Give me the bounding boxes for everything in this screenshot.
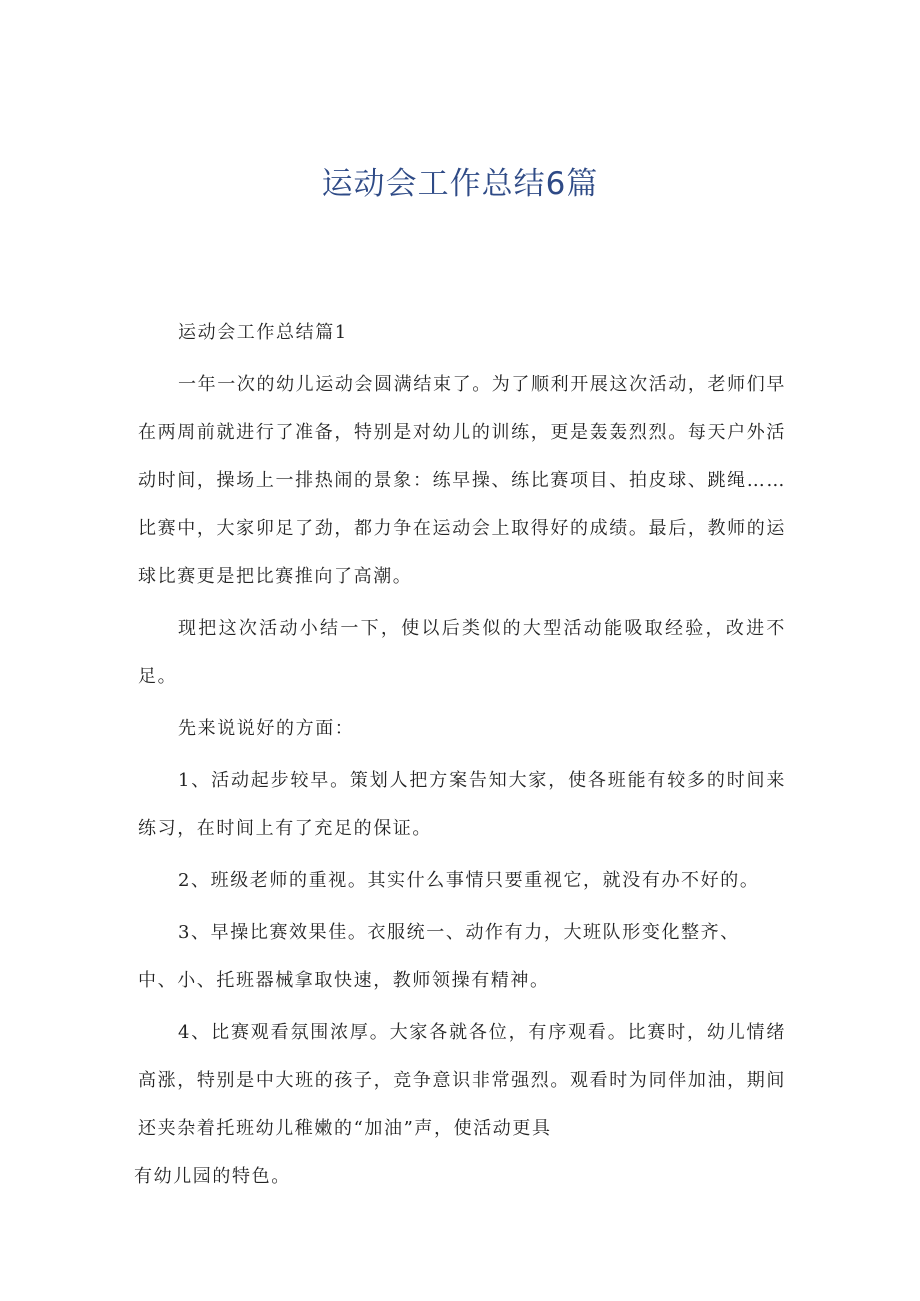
list-item-4-tail: 有幼儿园的特色。 xyxy=(134,1166,291,1187)
list-item-4: 4、比赛观看氛围浓厚。大家各就各位，有序观看。比赛时，幼儿情绪高涨，特别是中大班的孩子，竞争意识非常强烈。观看时为同伴加油，期间还夹杂着托班幼儿稚嫩的“加油”声，使活动更具 xyxy=(138,1022,786,1139)
document-body xyxy=(134,309,786,1201)
document-title: 运动会工作总结6篇 xyxy=(321,166,599,202)
list-item-3-line-2: 中、小、托班器械拿取快速，教师领操有精神。 xyxy=(138,970,550,991)
list-item-1: 1、活动起步较早。策划人把方案告知大家，使各班能有较多的时间来练习，在时间上有了充足的保证。 xyxy=(138,770,786,839)
list-item-3-line-1: 3、早操比赛效果佳。衣服统一、动作有力，大班队形变化整齐、 xyxy=(178,922,740,943)
list-item-3 xyxy=(138,909,786,1005)
paragraph-summary: 现把这次活动小结一下，使以后类似的大型活动能吸取经验，改进不足。 xyxy=(138,618,786,687)
paragraph-intro: 一年一次的幼儿运动会圆满结束了。为了顺利开展这次活动，老师们早在两周前就进行了准备，特别是对幼儿的训练，更是轰轰烈烈。每天户外活动时间，操场上一排热闹的景象：练早操、练比赛项目、拍皮球、跳绳……比赛中，大家卯足了劲，都力争在运动会上取得好的成绩。最后，教师的运球比赛更是把比赛推向了高潮。 xyxy=(138,374,786,587)
list-item-2: 2、班级老师的重视。其实什么事情只要重视它，就没有办不好的。 xyxy=(178,870,760,891)
paragraph-good-aspects: 先来说说好的方面： xyxy=(178,718,355,739)
section-heading: 运动会工作总结篇1 xyxy=(178,322,348,343)
